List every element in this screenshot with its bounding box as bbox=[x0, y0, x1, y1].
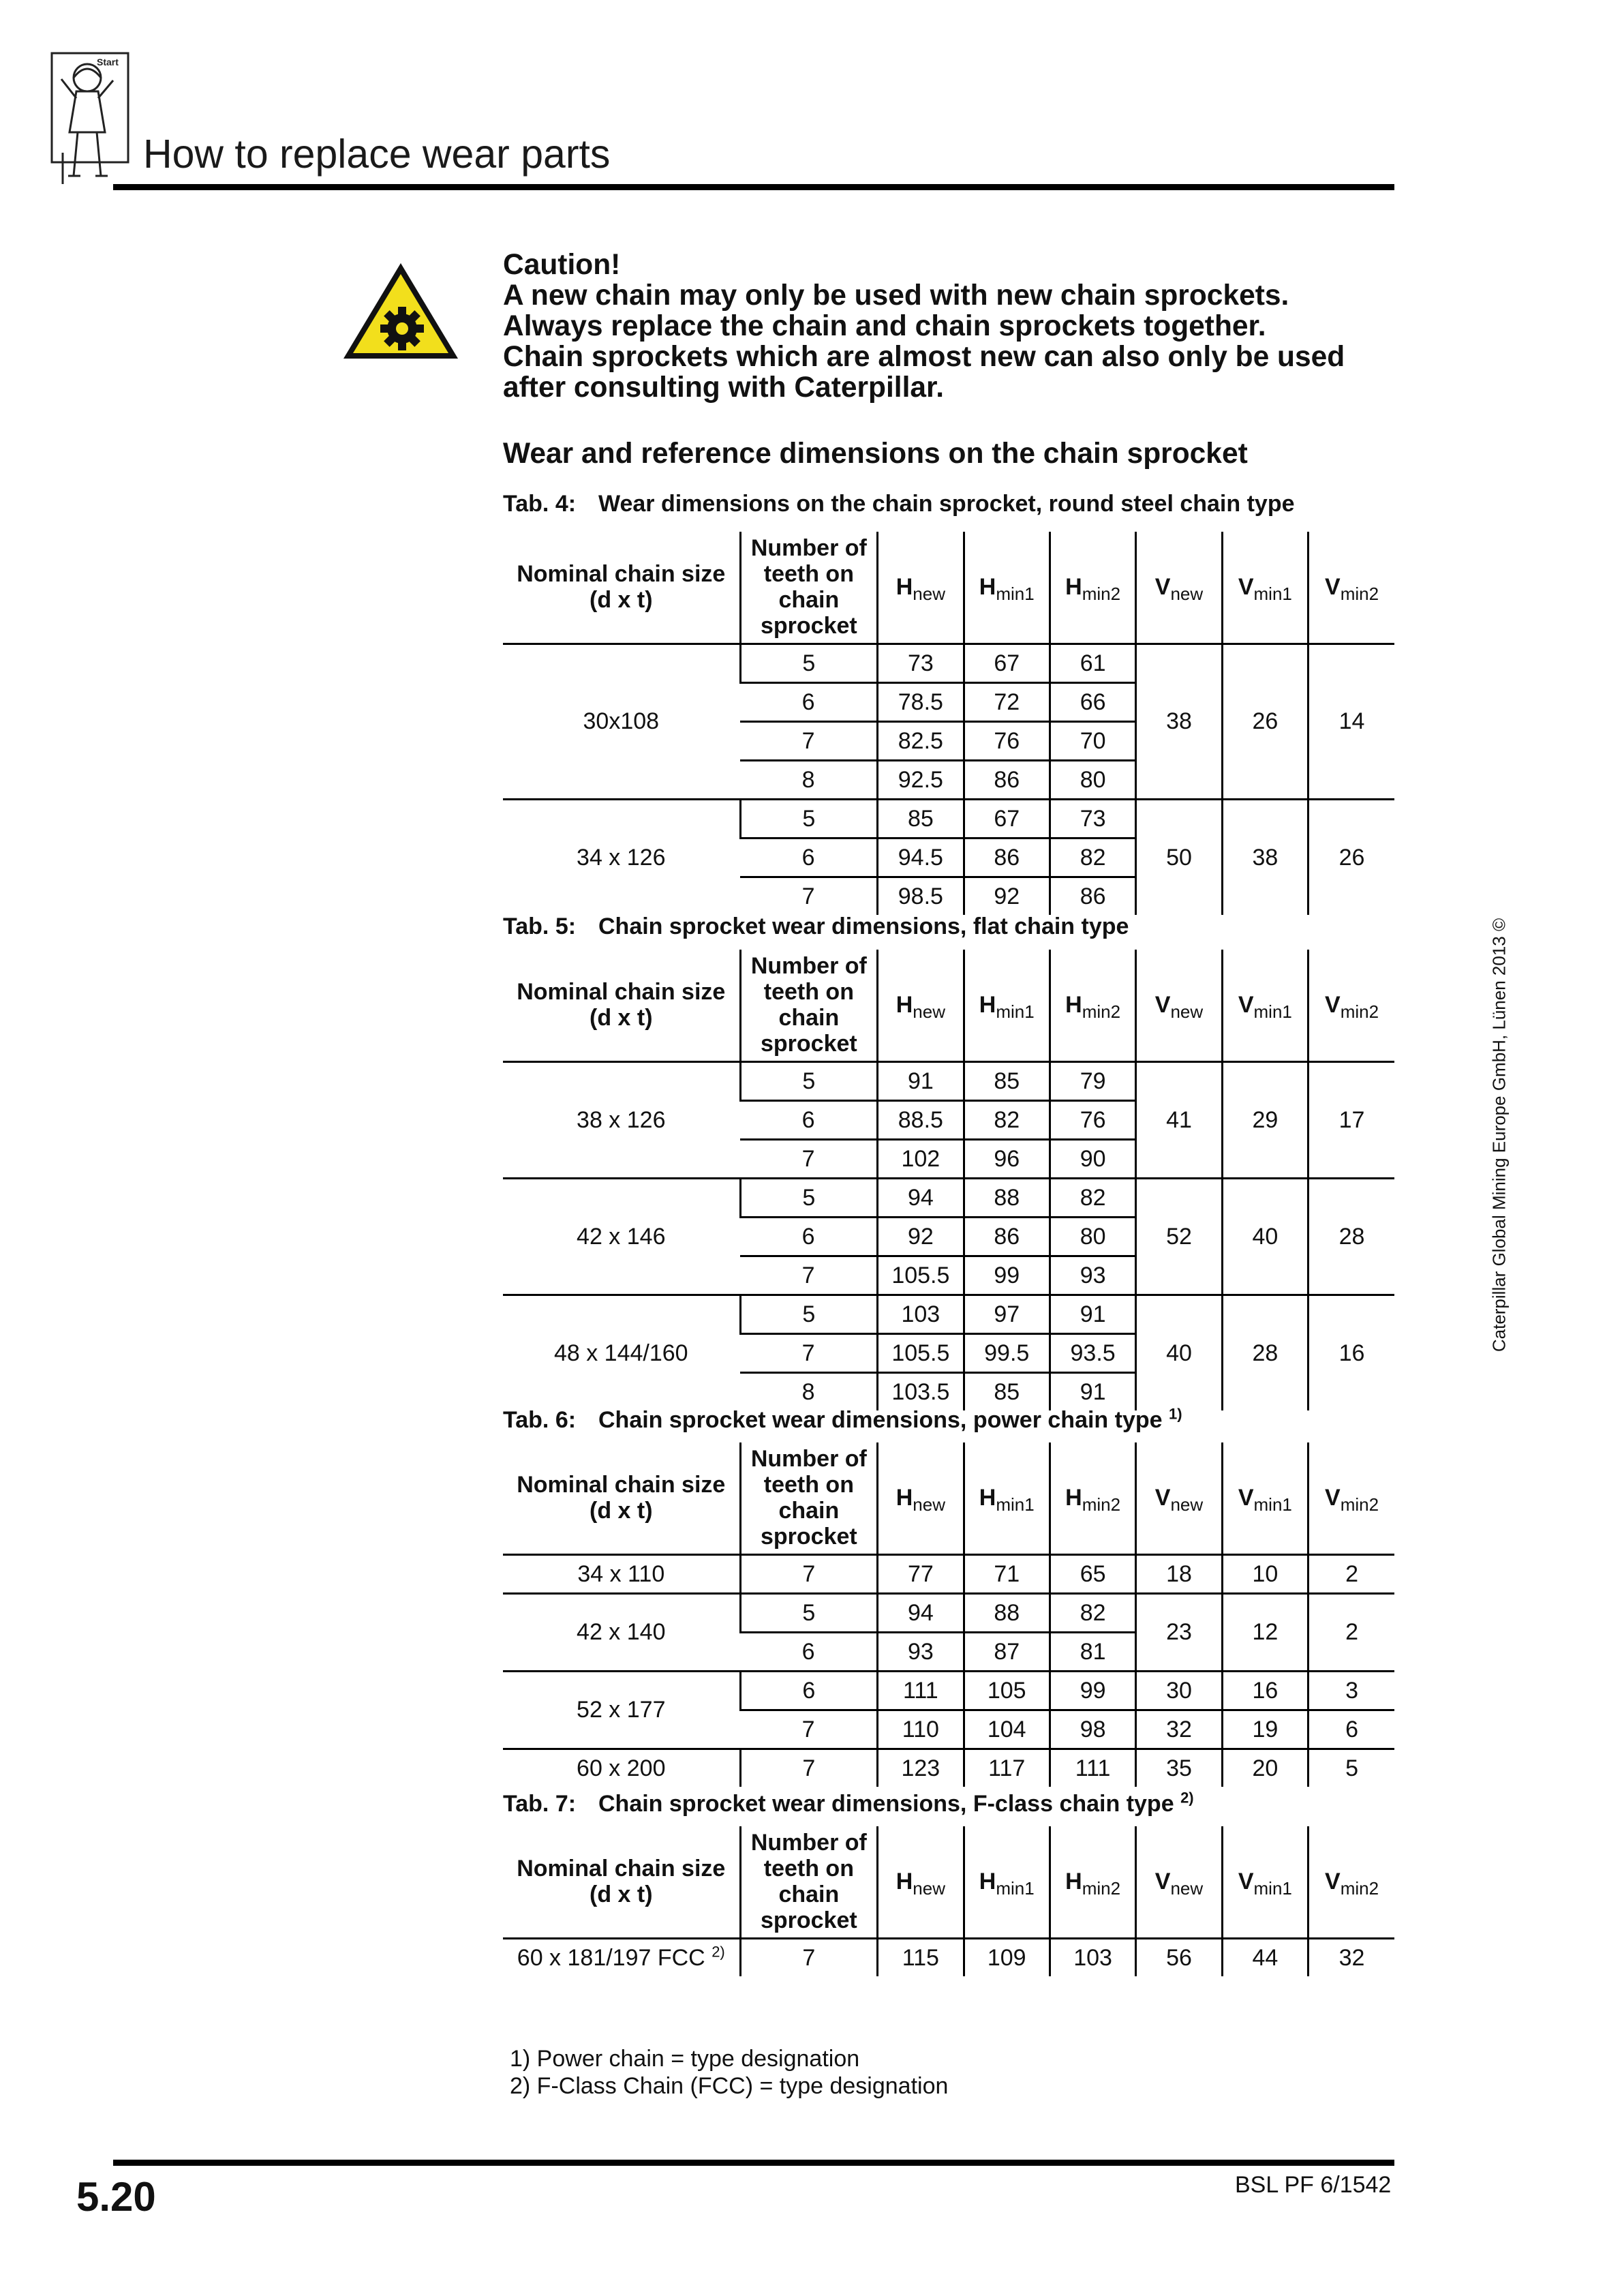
header-v-new bbox=[1136, 532, 1222, 644]
wear-dimensions-table bbox=[503, 950, 1394, 1410]
cell-h-min2: 98 bbox=[1050, 1710, 1135, 1749]
header-v-min2-symbol: V bbox=[1325, 992, 1341, 1018]
header-line: Nominal chain size bbox=[517, 979, 726, 1006]
cell-v-min2: 2 bbox=[1309, 1593, 1394, 1671]
header-v-min1-symbol: V bbox=[1238, 1485, 1254, 1511]
header-number-of-teeth bbox=[740, 1442, 878, 1554]
header-v-min1 bbox=[1222, 950, 1308, 1061]
header-line: sprocket bbox=[761, 1907, 857, 1934]
caution-notice bbox=[503, 250, 1403, 403]
table-row bbox=[503, 1295, 1394, 1333]
cell-h-min1: 99.5 bbox=[964, 1333, 1050, 1372]
cell-v-min2: 17 bbox=[1309, 1061, 1394, 1178]
cell-h-min2: 91 bbox=[1050, 1372, 1135, 1410]
cell-teeth: 8 bbox=[740, 1372, 878, 1410]
chain-size-value: 60 x 181/197 FCC bbox=[517, 1944, 705, 1971]
header-v-min2 bbox=[1309, 950, 1394, 1061]
footnote-marker: 2) bbox=[711, 1943, 725, 1961]
cell-h-min2: 76 bbox=[1050, 1100, 1135, 1139]
header-h-min1-subscript: min1 bbox=[996, 1878, 1035, 1899]
cell-h-new: 92.5 bbox=[878, 760, 964, 799]
cell-h-min1: 85 bbox=[964, 1061, 1050, 1100]
cell-h-min1: 85 bbox=[964, 1372, 1050, 1410]
header-line: teeth on bbox=[763, 979, 854, 1006]
cell-h-min1: 97 bbox=[964, 1295, 1050, 1333]
cell-h-min2: 103 bbox=[1050, 1938, 1135, 1976]
header-v-new-subscript: new bbox=[1170, 1878, 1204, 1899]
cell-h-new: 77 bbox=[878, 1554, 964, 1593]
table-number: Tab. 7: bbox=[503, 1791, 577, 1817]
cell-v-new: 35 bbox=[1136, 1749, 1222, 1787]
cell-h-min1: 72 bbox=[964, 682, 1050, 721]
cell-teeth: 7 bbox=[740, 1749, 878, 1787]
header-number-of-teeth bbox=[740, 1826, 878, 1938]
table-row bbox=[503, 644, 1394, 682]
header-h-min1-symbol: H bbox=[979, 574, 996, 601]
cell-h-new: 103 bbox=[878, 1295, 964, 1333]
cell-h-min1: 76 bbox=[964, 721, 1050, 760]
cell-teeth: 7 bbox=[740, 877, 878, 915]
header-h-min1 bbox=[964, 950, 1050, 1061]
header-v-min2-subscript: min2 bbox=[1340, 1878, 1379, 1899]
header-h-min1-subscript: min1 bbox=[996, 1001, 1035, 1023]
header-line: Nominal chain size bbox=[517, 1472, 726, 1498]
section-title: How to replace wear parts bbox=[143, 132, 611, 177]
cell-h-min1: 86 bbox=[964, 760, 1050, 799]
chain-size-value: 38 x 126 bbox=[577, 1106, 666, 1133]
header-v-new-symbol: V bbox=[1154, 574, 1171, 601]
table-row bbox=[503, 1593, 1394, 1632]
cell-h-min2: 86 bbox=[1050, 877, 1135, 915]
cell-h-min2: 93 bbox=[1050, 1256, 1135, 1295]
cell-h-new: 91 bbox=[878, 1061, 964, 1100]
cell-v-new: 50 bbox=[1136, 799, 1222, 915]
header-line: chain bbox=[778, 1498, 840, 1524]
header-v-new-symbol: V bbox=[1154, 1869, 1171, 1895]
chain-size-value: 30x108 bbox=[583, 708, 660, 734]
cell-nominal-chain-size bbox=[503, 644, 740, 799]
cell-teeth: 6 bbox=[740, 682, 878, 721]
cell-h-min2: 80 bbox=[1050, 760, 1135, 799]
cell-v-min1: 20 bbox=[1222, 1749, 1308, 1787]
section-subheading: Wear and reference dimensions on the chain sprocket bbox=[503, 438, 1248, 470]
cell-h-new: 103.5 bbox=[878, 1372, 964, 1410]
chain-size-value: 34 x 126 bbox=[577, 844, 666, 871]
header-h-min2-subscript: min2 bbox=[1082, 1494, 1121, 1515]
cell-teeth: 6 bbox=[740, 1671, 878, 1710]
table-row bbox=[503, 1554, 1394, 1593]
header-h-new-symbol: H bbox=[896, 574, 913, 601]
cell-v-min1: 10 bbox=[1222, 1554, 1308, 1593]
header-v-min2 bbox=[1309, 532, 1394, 644]
cell-teeth: 6 bbox=[740, 1100, 878, 1139]
header-v-new bbox=[1136, 950, 1222, 1061]
cell-h-new: 105.5 bbox=[878, 1333, 964, 1372]
cell-v-min1: 16 bbox=[1222, 1671, 1308, 1710]
header-h-min2-symbol: H bbox=[1065, 992, 1082, 1018]
header-h-min2-subscript: min2 bbox=[1082, 1878, 1121, 1899]
cell-v-min2: 14 bbox=[1309, 644, 1394, 799]
cell-h-min1: 105 bbox=[964, 1671, 1050, 1710]
cell-h-new: 111 bbox=[878, 1671, 964, 1710]
cell-nominal-chain-size bbox=[503, 1749, 740, 1787]
cell-v-new: 23 bbox=[1136, 1593, 1222, 1671]
header-v-min1-subscript: min1 bbox=[1253, 1494, 1292, 1515]
header-h-min1-subscript: min1 bbox=[996, 584, 1035, 605]
header-line: chain bbox=[778, 1882, 840, 1908]
cell-teeth: 8 bbox=[740, 760, 878, 799]
cell-h-min1: 88 bbox=[964, 1178, 1050, 1217]
header-line: (d x t) bbox=[590, 587, 653, 614]
cell-teeth: 7 bbox=[740, 1256, 878, 1295]
header-v-new-symbol: V bbox=[1154, 1485, 1171, 1511]
cell-h-min1: 109 bbox=[964, 1938, 1050, 1976]
header-nominal-chain-size bbox=[503, 1442, 740, 1554]
header-h-new bbox=[878, 1826, 964, 1938]
footnote: 2) F-Class Chain (FCC) = type designation bbox=[510, 2073, 949, 2099]
cell-h-min2: 99 bbox=[1050, 1671, 1135, 1710]
cell-v-min2: 6 bbox=[1309, 1710, 1394, 1749]
header-h-min2 bbox=[1050, 950, 1135, 1061]
cell-teeth: 7 bbox=[740, 1554, 878, 1593]
cell-h-min1: 96 bbox=[964, 1139, 1050, 1178]
table-row bbox=[503, 1671, 1394, 1710]
header-h-new-symbol: H bbox=[896, 1869, 913, 1895]
cell-h-min2: 81 bbox=[1050, 1632, 1135, 1671]
header-line: (d x t) bbox=[590, 1498, 653, 1524]
header-line: chain bbox=[778, 1005, 840, 1031]
header-v-new-subscript: new bbox=[1170, 584, 1204, 605]
header-v-new-subscript: new bbox=[1170, 1494, 1204, 1515]
header-nominal-chain-size bbox=[503, 532, 740, 644]
header-line: sprocket bbox=[761, 1031, 857, 1057]
header-h-min2-subscript: min2 bbox=[1082, 1001, 1121, 1023]
header-line: teeth on bbox=[763, 561, 854, 588]
cell-teeth: 7 bbox=[740, 1710, 878, 1749]
cell-v-min1: 28 bbox=[1222, 1295, 1308, 1410]
cell-h-new: 92 bbox=[878, 1217, 964, 1256]
cell-h-min1: 87 bbox=[964, 1632, 1050, 1671]
header-line: chain bbox=[778, 587, 840, 614]
cell-v-new: 56 bbox=[1136, 1938, 1222, 1976]
cell-v-new: 41 bbox=[1136, 1061, 1222, 1178]
cell-nominal-chain-size bbox=[503, 1938, 740, 1976]
cell-h-min2: 70 bbox=[1050, 721, 1135, 760]
table-caption bbox=[503, 491, 1295, 517]
cell-h-new: 102 bbox=[878, 1139, 964, 1178]
cell-v-new: 30 bbox=[1136, 1671, 1222, 1710]
table-caption bbox=[503, 913, 1129, 940]
table-row bbox=[503, 1178, 1394, 1217]
header-h-min1-subscript: min1 bbox=[996, 1494, 1035, 1515]
table-caption bbox=[503, 1791, 1194, 1817]
chain-size-value: 42 x 140 bbox=[577, 1619, 666, 1645]
cell-nominal-chain-size bbox=[503, 1593, 740, 1671]
table-number: Tab. 4: bbox=[503, 491, 577, 517]
cell-h-min2: 79 bbox=[1050, 1061, 1135, 1100]
caution-line: Always replace the chain and chain sprockets together. bbox=[503, 310, 1266, 342]
cell-v-new: 38 bbox=[1136, 644, 1222, 799]
header-nominal-chain-size bbox=[503, 950, 740, 1061]
cell-h-min2: 66 bbox=[1050, 682, 1135, 721]
cell-h-min1: 99 bbox=[964, 1256, 1050, 1295]
header-v-new-symbol: V bbox=[1154, 992, 1171, 1018]
cell-v-min1: 12 bbox=[1222, 1593, 1308, 1671]
wear-dimensions-table bbox=[503, 1826, 1394, 1976]
cell-h-min1: 71 bbox=[964, 1554, 1050, 1593]
header-v-min2 bbox=[1309, 1826, 1394, 1938]
cell-teeth: 5 bbox=[740, 1061, 878, 1100]
header-line: (d x t) bbox=[590, 1005, 653, 1031]
cell-teeth: 5 bbox=[740, 1178, 878, 1217]
cell-h-min1: 117 bbox=[964, 1749, 1050, 1787]
header-nominal-chain-size bbox=[503, 1826, 740, 1938]
chain-size-value: 52 x 177 bbox=[577, 1697, 666, 1723]
cell-h-min1: 92 bbox=[964, 877, 1050, 915]
cell-v-new: 52 bbox=[1136, 1178, 1222, 1295]
page-number: 5.20 bbox=[76, 2174, 156, 2220]
cell-h-min2: 61 bbox=[1050, 644, 1135, 682]
cell-h-min1: 86 bbox=[964, 1217, 1050, 1256]
header-v-new-subscript: new bbox=[1170, 1001, 1204, 1023]
cell-h-min1: 86 bbox=[964, 838, 1050, 877]
chain-size-value: 34 x 110 bbox=[577, 1560, 665, 1587]
cell-teeth: 5 bbox=[740, 1593, 878, 1632]
cell-h-min2: 65 bbox=[1050, 1554, 1135, 1593]
cell-v-min2: 16 bbox=[1309, 1295, 1394, 1410]
header-h-min1-symbol: H bbox=[979, 1869, 996, 1895]
header-number-of-teeth bbox=[740, 532, 878, 644]
header-h-new-subscript: new bbox=[913, 1001, 945, 1023]
cell-v-new: 40 bbox=[1136, 1295, 1222, 1410]
cell-h-min1: 104 bbox=[964, 1710, 1050, 1749]
cell-h-min2: 82 bbox=[1050, 838, 1135, 877]
table-row bbox=[503, 1061, 1394, 1100]
cell-h-new: 78.5 bbox=[878, 682, 964, 721]
cell-h-min1: 88 bbox=[964, 1593, 1050, 1632]
header-line: Number of bbox=[750, 1830, 867, 1856]
header-h-min2-symbol: H bbox=[1065, 1869, 1082, 1895]
cell-h-min2: 90 bbox=[1050, 1139, 1135, 1178]
footnote: 1) Power chain = type designation bbox=[510, 2046, 860, 2072]
cell-h-new: 115 bbox=[878, 1938, 964, 1976]
cell-teeth: 5 bbox=[740, 1295, 878, 1333]
header-h-min1-symbol: H bbox=[979, 1485, 996, 1511]
cell-h-new: 105.5 bbox=[878, 1256, 964, 1295]
cell-h-new: 123 bbox=[878, 1749, 964, 1787]
gear-hazard-warning-icon bbox=[341, 260, 461, 361]
header-v-min1 bbox=[1222, 1442, 1308, 1554]
header-h-new bbox=[878, 950, 964, 1061]
footer-rule bbox=[113, 2160, 1394, 2166]
header-h-min1 bbox=[964, 1442, 1050, 1554]
table-title: Chain sprocket wear dimensions, F-class chain type bbox=[598, 1791, 1174, 1817]
cell-teeth: 6 bbox=[740, 1217, 878, 1256]
header-line: Number of bbox=[750, 535, 867, 562]
header-v-new bbox=[1136, 1442, 1222, 1554]
cell-h-min1: 67 bbox=[964, 644, 1050, 682]
cell-nominal-chain-size bbox=[503, 1554, 740, 1593]
cell-v-min1: 29 bbox=[1222, 1061, 1308, 1178]
header-line: sprocket bbox=[761, 1524, 857, 1550]
header-h-new-symbol: H bbox=[896, 992, 913, 1018]
cell-nominal-chain-size bbox=[503, 799, 740, 915]
cell-teeth: 7 bbox=[740, 1333, 878, 1372]
cell-teeth: 7 bbox=[740, 1139, 878, 1178]
caution-line: Chain sprockets which are almost new can also only be used bbox=[503, 341, 1345, 373]
header-h-new-subscript: new bbox=[913, 1494, 945, 1515]
header-line: Number of bbox=[750, 953, 867, 980]
header-v-min2-symbol: V bbox=[1325, 574, 1341, 601]
cell-h-min2: 111 bbox=[1050, 1749, 1135, 1787]
table-row bbox=[503, 1749, 1394, 1787]
cell-v-min2: 3 bbox=[1309, 1671, 1394, 1710]
worker-start-icon bbox=[49, 50, 135, 184]
header-h-min2-symbol: H bbox=[1065, 574, 1082, 601]
header-v-new bbox=[1136, 1826, 1222, 1938]
header-v-min1-subscript: min1 bbox=[1253, 1001, 1292, 1023]
cell-h-new: 85 bbox=[878, 799, 964, 838]
cell-v-min1: 40 bbox=[1222, 1178, 1308, 1295]
header-h-min1-symbol: H bbox=[979, 992, 996, 1018]
header-v-min1-symbol: V bbox=[1238, 992, 1254, 1018]
header-line: Nominal chain size bbox=[517, 1856, 726, 1882]
header-h-min2 bbox=[1050, 532, 1135, 644]
header-line: teeth on bbox=[763, 1472, 854, 1498]
header-h-min2-symbol: H bbox=[1065, 1485, 1082, 1511]
cell-h-min2: 82 bbox=[1050, 1593, 1135, 1632]
footnote-marker: 2) bbox=[1180, 1789, 1194, 1807]
cell-h-new: 98.5 bbox=[878, 877, 964, 915]
table-title: Chain sprocket wear dimensions, power chain type bbox=[598, 1407, 1163, 1433]
header-h-min2 bbox=[1050, 1442, 1135, 1554]
cell-h-new: 94.5 bbox=[878, 838, 964, 877]
header-h-min2-subscript: min2 bbox=[1082, 584, 1121, 605]
cell-h-new: 110 bbox=[878, 1710, 964, 1749]
header-line: Number of bbox=[750, 1446, 867, 1472]
cell-h-min2: 80 bbox=[1050, 1217, 1135, 1256]
header-line: sprocket bbox=[761, 613, 857, 639]
header-v-min1 bbox=[1222, 532, 1308, 644]
header-line: teeth on bbox=[763, 1856, 854, 1882]
caution-heading: Caution! bbox=[503, 249, 621, 281]
cell-v-min2: 5 bbox=[1309, 1749, 1394, 1787]
cell-h-new: 82.5 bbox=[878, 721, 964, 760]
cell-h-new: 94 bbox=[878, 1593, 964, 1632]
header-h-new-subscript: new bbox=[913, 1878, 945, 1899]
header-v-min2-subscript: min2 bbox=[1340, 1001, 1379, 1023]
cell-v-min1: 38 bbox=[1222, 799, 1308, 915]
cell-v-min2: 2 bbox=[1309, 1554, 1394, 1593]
header-v-min2 bbox=[1309, 1442, 1394, 1554]
cell-h-min1: 82 bbox=[964, 1100, 1050, 1139]
cell-v-min2: 28 bbox=[1309, 1178, 1394, 1295]
header-h-new bbox=[878, 1442, 964, 1554]
table-title: Chain sprocket wear dimensions, flat chain type bbox=[598, 913, 1129, 939]
header-h-new-symbol: H bbox=[896, 1485, 913, 1511]
header-v-min1-subscript: min1 bbox=[1253, 584, 1292, 605]
cell-teeth: 5 bbox=[740, 644, 878, 682]
cell-h-min2: 91 bbox=[1050, 1295, 1135, 1333]
header-icon-label: Start bbox=[97, 57, 119, 67]
table-row bbox=[503, 1938, 1394, 1976]
cell-v-min2: 26 bbox=[1309, 799, 1394, 915]
header-h-new-subscript: new bbox=[913, 584, 945, 605]
caution-line: A new chain may only be used with new chain sprockets. bbox=[503, 280, 1289, 312]
header-line: (d x t) bbox=[590, 1882, 653, 1908]
header-h-min2 bbox=[1050, 1826, 1135, 1938]
cell-v-min1: 26 bbox=[1222, 644, 1308, 799]
cell-h-new: 73 bbox=[878, 644, 964, 682]
footnotes bbox=[510, 2045, 948, 2100]
cell-h-min2: 82 bbox=[1050, 1178, 1135, 1217]
header-h-new bbox=[878, 532, 964, 644]
table-title: Wear dimensions on the chain sprocket, round steel chain type bbox=[598, 491, 1295, 517]
cell-teeth: 5 bbox=[740, 799, 878, 838]
header-v-min1-symbol: V bbox=[1238, 1869, 1254, 1895]
chain-size-value: 60 x 200 bbox=[577, 1755, 666, 1781]
header-v-min1 bbox=[1222, 1826, 1308, 1938]
cell-h-min2: 93.5 bbox=[1050, 1333, 1135, 1372]
cell-h-new: 88.5 bbox=[878, 1100, 964, 1139]
cell-nominal-chain-size bbox=[503, 1671, 740, 1749]
header-line: Nominal chain size bbox=[517, 561, 726, 588]
wear-dimensions-table bbox=[503, 1442, 1394, 1787]
table-number: Tab. 5: bbox=[503, 913, 577, 939]
cell-v-new: 18 bbox=[1136, 1554, 1222, 1593]
header-h-min1 bbox=[964, 1826, 1050, 1938]
header-rule bbox=[113, 184, 1394, 190]
cell-nominal-chain-size bbox=[503, 1295, 740, 1410]
cell-teeth: 6 bbox=[740, 1632, 878, 1671]
wear-dimensions-table bbox=[503, 532, 1394, 915]
cell-h-min1: 67 bbox=[964, 799, 1050, 838]
footnote-marker: 1) bbox=[1169, 1405, 1182, 1423]
cell-v-min1: 19 bbox=[1222, 1710, 1308, 1749]
cell-teeth: 7 bbox=[740, 721, 878, 760]
cell-nominal-chain-size bbox=[503, 1061, 740, 1178]
header-h-min1 bbox=[964, 532, 1050, 644]
cell-teeth: 6 bbox=[740, 838, 878, 877]
cell-h-min2: 73 bbox=[1050, 799, 1135, 838]
header-v-min2-subscript: min2 bbox=[1340, 584, 1379, 605]
header-v-min2-symbol: V bbox=[1325, 1869, 1341, 1895]
copyright-text: Caterpillar Global Mining Europe GmbH, Lünen 2013 © bbox=[1488, 918, 1510, 1353]
cell-h-new: 93 bbox=[878, 1632, 964, 1671]
table-caption bbox=[503, 1407, 1182, 1434]
header-number-of-teeth bbox=[740, 950, 878, 1061]
document-id: BSL PF 6/1542 bbox=[1235, 2172, 1392, 2198]
cell-v-new: 32 bbox=[1136, 1710, 1222, 1749]
chain-size-value: 42 x 146 bbox=[577, 1223, 666, 1250]
caution-line: after consulting with Caterpillar. bbox=[503, 372, 945, 404]
cell-v-min1: 44 bbox=[1222, 1938, 1308, 1976]
header-v-min1-subscript: min1 bbox=[1253, 1878, 1292, 1899]
header-v-min1-symbol: V bbox=[1238, 574, 1254, 601]
cell-teeth: 7 bbox=[740, 1938, 878, 1976]
table-row bbox=[503, 799, 1394, 838]
table-number: Tab. 6: bbox=[503, 1407, 577, 1433]
header-v-min2-subscript: min2 bbox=[1340, 1494, 1379, 1515]
cell-h-new: 94 bbox=[878, 1178, 964, 1217]
chain-size-value: 48 x 144/160 bbox=[553, 1340, 688, 1366]
cell-v-min2: 32 bbox=[1309, 1938, 1394, 1976]
header-v-min2-symbol: V bbox=[1325, 1485, 1341, 1511]
cell-nominal-chain-size bbox=[503, 1178, 740, 1295]
